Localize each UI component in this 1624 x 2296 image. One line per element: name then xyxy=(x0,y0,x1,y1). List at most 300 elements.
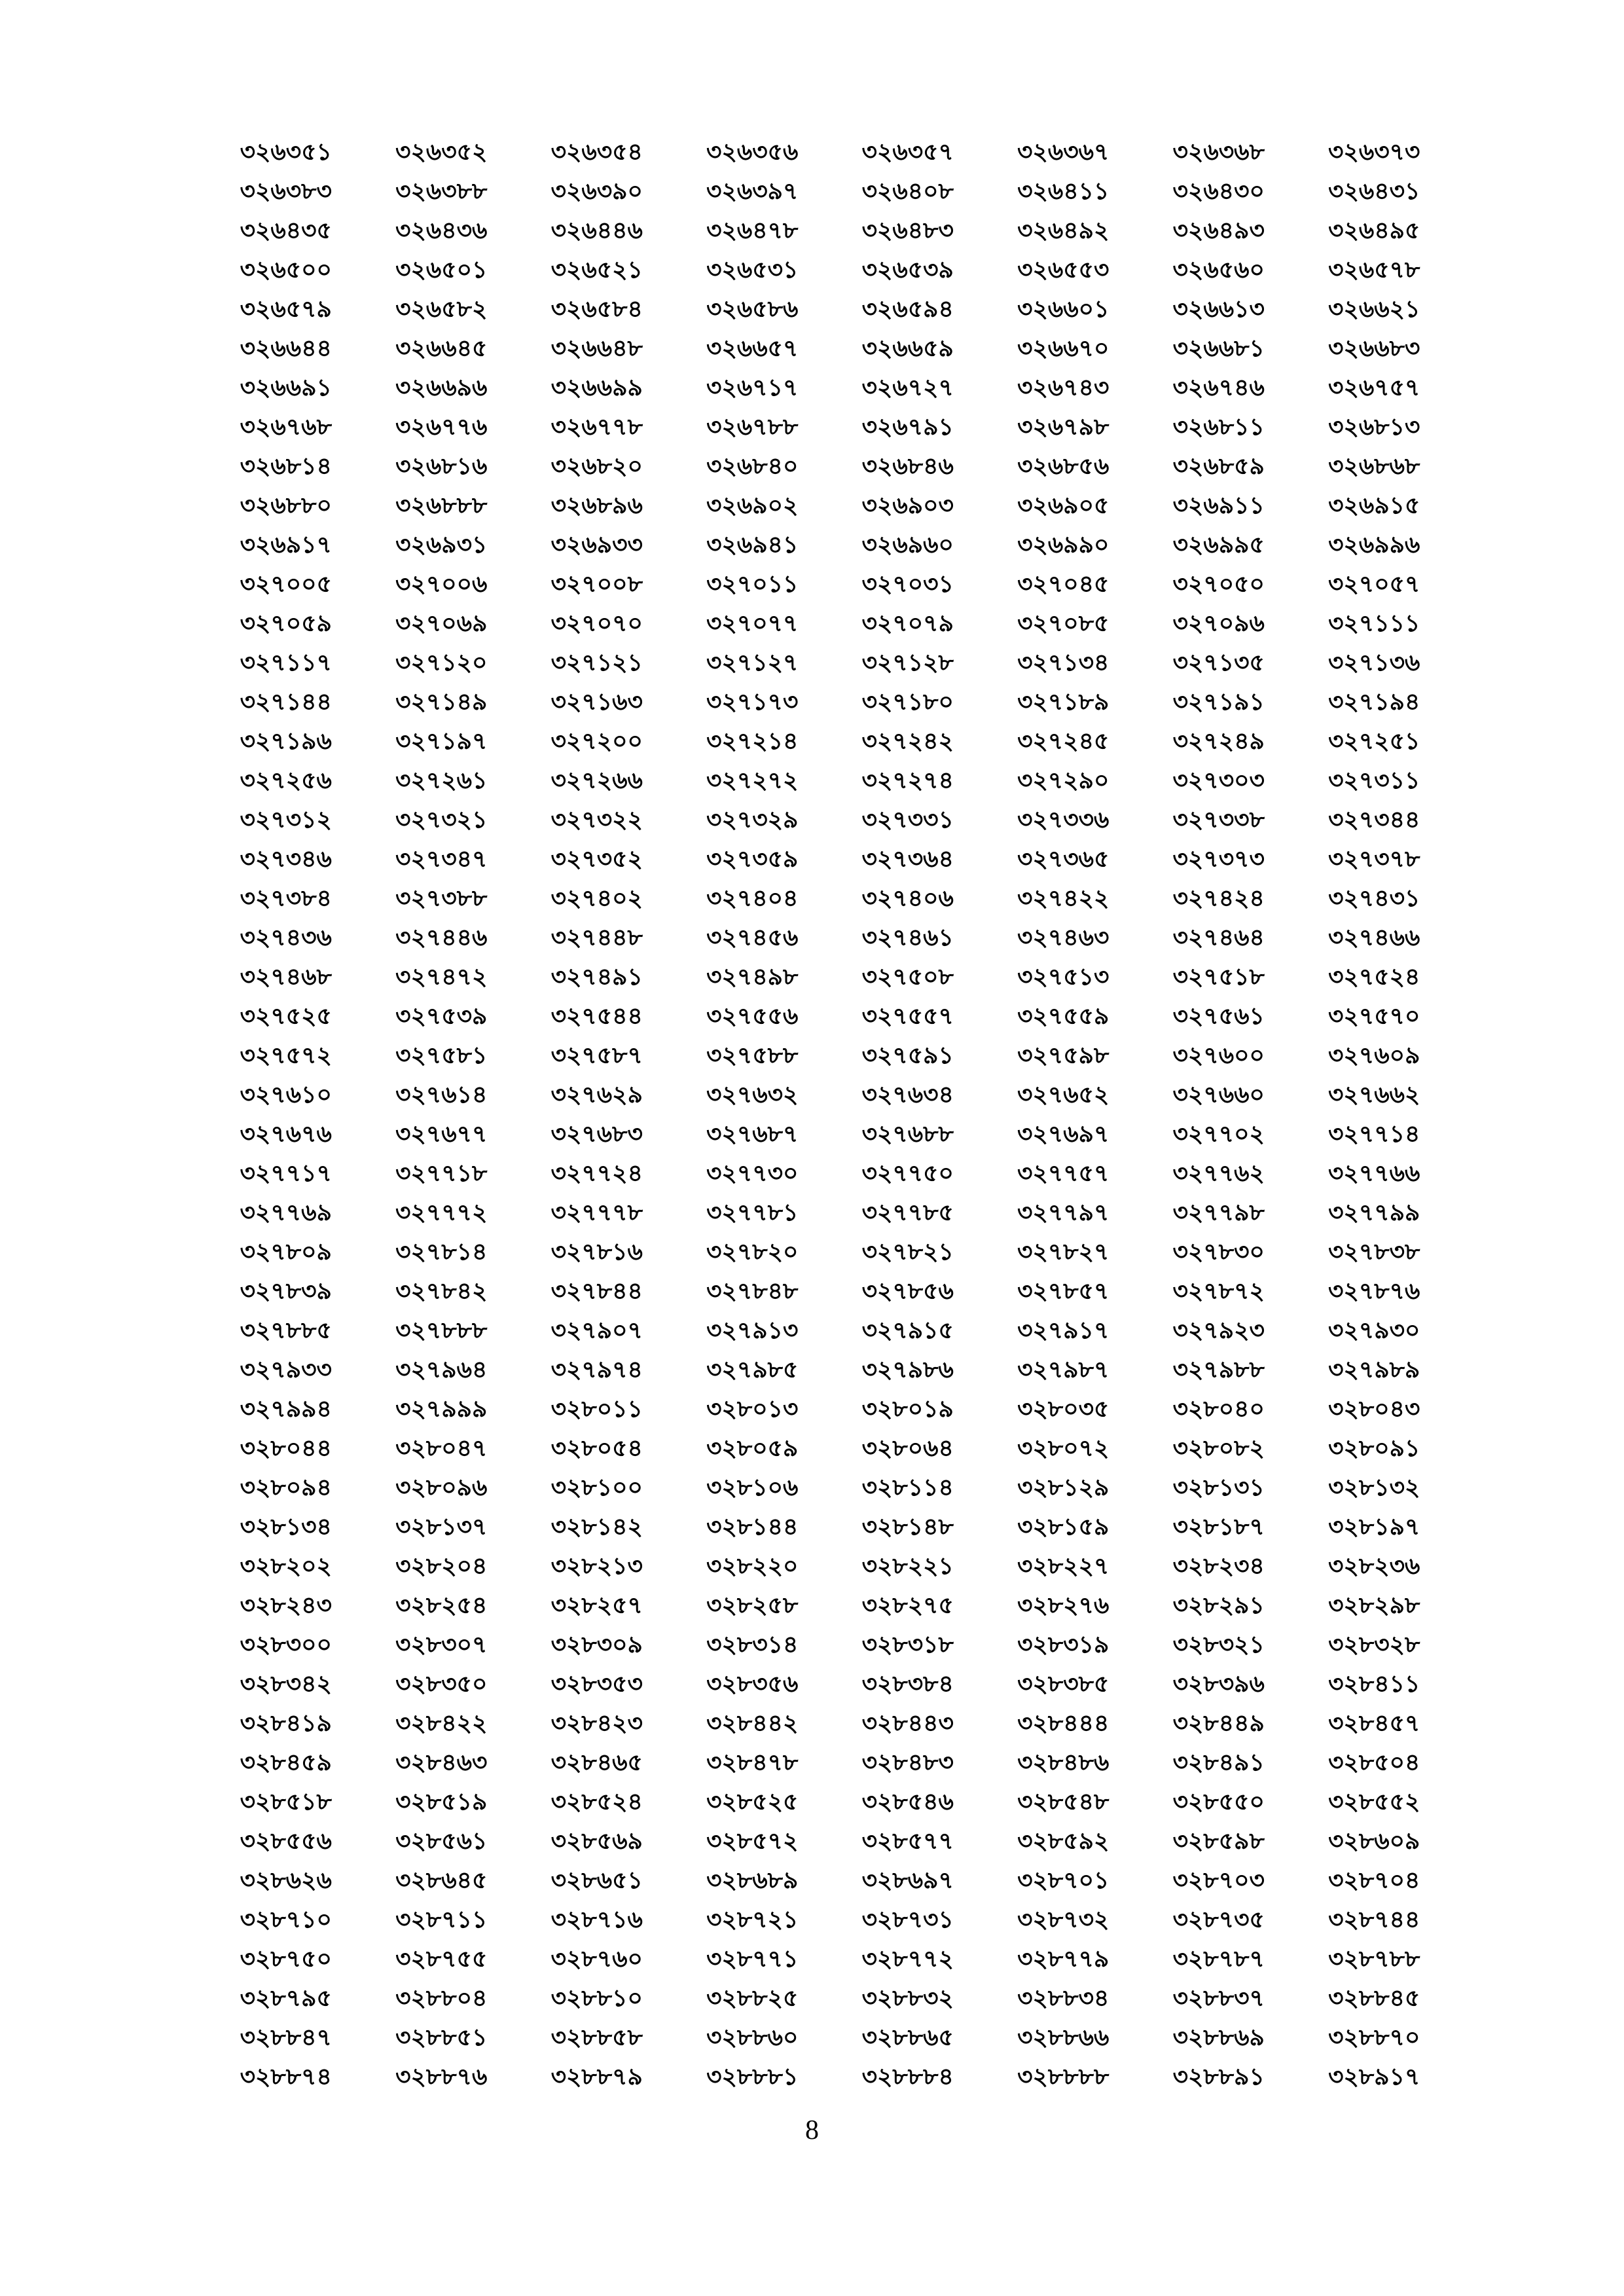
roll-number-cell: ৩২৭৪৯১ xyxy=(550,964,643,991)
roll-number-cell: ৩২৭৬৩২ xyxy=(706,1082,799,1108)
table-row xyxy=(208,1273,1452,1313)
roll-number-cell: ৩২৭৩৪৭ xyxy=(395,846,488,873)
roll-number-cell: ৩২৮৮৭০ xyxy=(1328,2024,1420,2051)
roll-number-cell: ৩২৬৩৯৭ xyxy=(706,178,799,205)
roll-number-cell: ৩২৮১১৪ xyxy=(861,1474,954,1501)
roll-number-cell: ৩২৭০৭০ xyxy=(550,610,643,637)
roll-number-cell: ৩২৬৬৯১ xyxy=(240,374,332,401)
table-row xyxy=(208,606,1452,645)
roll-number-cell: ৩২৮৬৪৫ xyxy=(395,1867,488,1894)
roll-number-cell: ৩২৮৮৬৯ xyxy=(1172,2024,1265,2051)
roll-number-cell: ৩২৮৭৯৫ xyxy=(240,1985,332,2012)
roll-number-cell: ৩২৭৯৩৩ xyxy=(240,1357,332,1383)
table-row xyxy=(208,959,1452,998)
roll-number-cell: ৩২৭৮৫৭ xyxy=(1017,1278,1110,1305)
roll-number-cell: ৩২৮৮৯১ xyxy=(1172,2064,1265,2090)
table-row xyxy=(208,1509,1452,1548)
roll-number-cell: ৩২৭১৩৬ xyxy=(1328,649,1420,676)
roll-number-cell: ৩২৮৮৮৪ xyxy=(861,2064,954,2090)
roll-number-cell: ৩২৮৫১৯ xyxy=(395,1789,488,1815)
table-row xyxy=(208,1666,1452,1705)
roll-number-cell: ৩২৮৭০৩ xyxy=(1172,1867,1265,1894)
roll-number-cell: ৩২৭৮৩৯ xyxy=(240,1278,332,1305)
roll-number-cell: ৩২৭৯৮৬ xyxy=(861,1357,954,1383)
roll-number-cell: ৩২৮১৪২ xyxy=(550,1514,643,1540)
roll-number-cell: ৩২৭২৯০ xyxy=(1017,767,1110,794)
roll-number-cell: ৩২৬৯৯৫ xyxy=(1172,532,1265,558)
roll-number-cell: ৩২৭৭১৮ xyxy=(395,1160,488,1187)
roll-number-cell: ৩২৮০৮২ xyxy=(1172,1435,1265,1462)
roll-number-cell: ৩২৮১০৬ xyxy=(706,1474,799,1501)
roll-number-cell: ৩২৭৯১৭ xyxy=(1017,1317,1110,1344)
roll-number-cell: ৩২৭৪৬৬ xyxy=(1328,924,1420,951)
roll-number-cell: ৩২৮১০০ xyxy=(550,1474,643,1501)
roll-number-cell: ৩২৬৯০২ xyxy=(706,492,799,519)
roll-number-cell: ৩২৭০৭৭ xyxy=(706,610,799,637)
roll-number-cell: ৩২৮৫৫০ xyxy=(1172,1789,1265,1815)
roll-number-cell: ৩২৬৬৫৭ xyxy=(706,335,799,362)
roll-number-cell: ৩২৭৯৮৭ xyxy=(1017,1357,1110,1383)
roll-number-cell: ৩২৮৪৮৩ xyxy=(861,1749,954,1776)
roll-number-cell: ৩২৭২১৪ xyxy=(706,728,799,755)
roll-number-cell: ৩২৮৫০৪ xyxy=(1328,1749,1420,1776)
roll-number-cell: ৩২৬৪৪৬ xyxy=(550,217,643,244)
roll-number-cell: ৩২৭৬১০ xyxy=(240,1082,332,1108)
roll-number-cell: ৩২৬৫৫৩ xyxy=(1017,257,1110,283)
roll-number-cell: ৩২৮০৯৬ xyxy=(395,1474,488,1501)
roll-number-cell: ৩২৮৩৫৬ xyxy=(706,1671,799,1698)
roll-number-cell: ৩২৭৩২১ xyxy=(395,807,488,833)
roll-number-cell: ৩২৮৭১৬ xyxy=(550,1906,643,1933)
table-row xyxy=(208,1745,1452,1784)
roll-number-cell: ৩২৮৪৫৭ xyxy=(1328,1710,1420,1737)
roll-number-cell: ৩২৭১৬৩ xyxy=(550,689,643,716)
roll-number-cell: ৩২৭৬৩৪ xyxy=(861,1082,954,1108)
table-row xyxy=(208,252,1452,291)
roll-number-cell: ৩২৮১৩২ xyxy=(1328,1474,1420,1501)
roll-number-cell: ৩২৬৫৭৮ xyxy=(1328,257,1420,283)
roll-number-cell: ৩২৬৩৬৭ xyxy=(1017,139,1110,166)
roll-number-cell: ৩২৭১৩৪ xyxy=(1017,649,1110,676)
table-row xyxy=(208,1156,1452,1195)
roll-number-cell: ৩২৮৭৮৭ xyxy=(1172,1946,1265,1973)
roll-number-cell: ৩২৮২৫৮ xyxy=(706,1592,799,1619)
roll-number-cell: ৩২৬৪৩৫ xyxy=(240,217,332,244)
roll-number-cell: ৩২৮১৪৪ xyxy=(706,1514,799,1540)
roll-number-cell: ৩২৭৭৮৫ xyxy=(861,1199,954,1226)
roll-number-cell: ৩২৮০৩৫ xyxy=(1017,1396,1110,1423)
table-row xyxy=(208,1313,1452,1352)
roll-number-cell: ৩২৮৮৮১ xyxy=(706,2064,799,2090)
roll-number-cell: ৩২৮২৩৬ xyxy=(1328,1553,1420,1580)
roll-number-cell: ৩২৮৩২১ xyxy=(1172,1631,1265,1658)
roll-number-cell: ৩২৮৮৬০ xyxy=(706,2024,799,2051)
roll-number-cell: ৩২৮০৫৯ xyxy=(706,1435,799,1462)
roll-number-cell: ৩২৬৩৫৭ xyxy=(861,139,954,166)
roll-number-cell: ৩২৮৭৪৪ xyxy=(1328,1906,1420,1933)
roll-number-cell: ৩২৬৫২১ xyxy=(550,257,643,283)
roll-number-cell: ৩২৭৪৭২ xyxy=(395,964,488,991)
roll-number-cell: ৩২৮৭৫৫ xyxy=(395,1946,488,1973)
roll-number-cell: ৩২৭৮৪৪ xyxy=(550,1278,643,1305)
roll-number-cell: ৩২৮৫৭২ xyxy=(706,1828,799,1855)
roll-number-cell: ৩২৮১৫৯ xyxy=(1017,1514,1110,1540)
roll-number-cell: ৩২৭৯৭৪ xyxy=(550,1357,643,1383)
roll-number-cell: ৩২৬৫৬০ xyxy=(1172,257,1265,283)
roll-number-cell: ৩২৬৩৮৮ xyxy=(395,178,488,205)
roll-number-cell: ৩২৬৭৫৭ xyxy=(1328,374,1420,401)
roll-number-cell: ৩২৭২৪৯ xyxy=(1172,728,1265,755)
table-row xyxy=(208,841,1452,881)
roll-number-cell: ৩২৮০৯১ xyxy=(1328,1435,1420,1462)
table-row xyxy=(208,173,1452,213)
roll-number-cell: ৩২৭০০৮ xyxy=(550,571,643,598)
table-row xyxy=(208,566,1452,606)
roll-number-cell: ৩২৮১৩১ xyxy=(1172,1474,1265,1501)
roll-number-cell: ৩২৭৫২৪ xyxy=(1328,964,1420,991)
roll-number-cell: ৩২৭৭৯৯ xyxy=(1328,1199,1420,1226)
roll-number-cell: ৩২৭৬০৯ xyxy=(1328,1042,1420,1069)
roll-number-cell: ৩২৮৪৮৬ xyxy=(1017,1749,1110,1776)
table-row xyxy=(208,1116,1452,1156)
roll-number-cell: ৩২৬৫৯৪ xyxy=(861,296,954,323)
roll-number-cell: ৩২৭৬৭৬ xyxy=(240,1121,332,1148)
roll-number-cell: ৩২৭৪৬৮ xyxy=(240,964,332,991)
table-row xyxy=(208,1823,1452,1863)
roll-number-cell: ৩২৮৭৩১ xyxy=(861,1906,954,1933)
roll-number-cell: ৩২৮৪২৩ xyxy=(550,1710,643,1737)
table-row xyxy=(208,1902,1452,1941)
roll-number-cell: ৩২৭৮৮৫ xyxy=(240,1317,332,1344)
roll-number-cell: ৩২৮২২০ xyxy=(706,1553,799,1580)
roll-number-cell: ৩২৭৬৮৩ xyxy=(550,1121,643,1148)
roll-number-cell: ৩২৭৫৯৮ xyxy=(1017,1042,1110,1069)
roll-number-cell: ৩২৬৭৬৮ xyxy=(240,414,332,441)
roll-number-cell: ৩২৮৪৫৯ xyxy=(240,1749,332,1776)
roll-number-cell: ৩২৬৯০৩ xyxy=(861,492,954,519)
roll-number-cell: ৩২৭৬৮৮ xyxy=(861,1121,954,1148)
roll-number-cell: ৩২৭৬৮৭ xyxy=(706,1121,799,1148)
roll-number-cell: ৩২৬৫৩৯ xyxy=(861,257,954,283)
roll-number-cell: ৩২৮৮৩৭ xyxy=(1172,1985,1265,2012)
roll-number-cell: ৩২৮৪৪২ xyxy=(706,1710,799,1737)
roll-number-cell: ৩২৬৫৮৪ xyxy=(550,296,643,323)
roll-number-cell: ৩২৭৩৭৩ xyxy=(1172,846,1265,873)
roll-number-cell: ৩২৭৮৭৬ xyxy=(1328,1278,1420,1305)
roll-number-cell: ৩২৭৪৪৮ xyxy=(550,924,643,951)
table-row xyxy=(208,1391,1452,1430)
roll-number-cell: ৩২৬৮৪০ xyxy=(706,453,799,480)
roll-number-cell: ৩২৮৮৫৮ xyxy=(550,2024,643,2051)
roll-number-cell: ৩২৭৯৮৮ xyxy=(1172,1357,1265,1383)
roll-number-cell: ৩২৮৭৩২ xyxy=(1017,1906,1110,1933)
roll-number-cell: ৩২৭০৫৭ xyxy=(1328,571,1420,598)
roll-number-cell: ৩২৭০৩১ xyxy=(861,571,954,598)
roll-number-cell: ৩২৭২৭২ xyxy=(706,767,799,794)
roll-number-cell: ৩২৬৪০৮ xyxy=(861,178,954,205)
roll-number-cell: ৩২৬৬৮১ xyxy=(1172,335,1265,362)
table-row xyxy=(208,1195,1452,1234)
roll-number-cell: ৩২৬৪১১ xyxy=(1017,178,1110,205)
roll-number-cell: ৩২৮৩৮৫ xyxy=(1017,1671,1110,1698)
table-row xyxy=(208,998,1452,1038)
roll-number-cell: ৩২৭৭৫৭ xyxy=(1017,1160,1110,1187)
roll-number-cell: ৩২৮৫৯২ xyxy=(1017,1828,1110,1855)
roll-number-cell: ৩২৬৫৮২ xyxy=(395,296,488,323)
roll-number-cell: ৩২৬৩৬৮ xyxy=(1172,139,1265,166)
roll-number-cell: ৩২৬৫৩১ xyxy=(706,257,799,283)
roll-number-cell: ৩২৮২৯১ xyxy=(1172,1592,1265,1619)
roll-number-cell: ৩২৮৩৪২ xyxy=(240,1671,332,1698)
roll-number-cell: ৩২৬৮১৪ xyxy=(240,453,332,480)
roll-number-cell: ৩২৭৪৬১ xyxy=(861,924,954,951)
roll-number-cell: ৩২৭৫০৮ xyxy=(861,964,954,991)
roll-number-cell: ৩২৭৪২২ xyxy=(1017,885,1110,912)
table-row xyxy=(208,1470,1452,1509)
roll-number-cell: ৩২৬৭৯৮ xyxy=(1017,414,1110,441)
roll-number-cell: ৩২৬৮৪৬ xyxy=(861,453,954,480)
roll-number-cell: ৩২৮৬০৯ xyxy=(1328,1828,1420,1855)
roll-number-cell: ৩২৮১৩৪ xyxy=(240,1514,332,1540)
roll-number-cell: ৩২৮০৪৩ xyxy=(1328,1396,1420,1423)
roll-number-cell: ৩২৬৯১৭ xyxy=(240,532,332,558)
roll-number-cell: ৩২৭১১১ xyxy=(1328,610,1420,637)
roll-number-cell: ৩২৮৭১১ xyxy=(395,1906,488,1933)
roll-number-cell: ৩২৭২৭৪ xyxy=(861,767,954,794)
roll-number-cell: ৩২৬৩৫৬ xyxy=(706,139,799,166)
roll-number-cell: ৩২৮৫৬৯ xyxy=(550,1828,643,1855)
roll-number-cell: ৩২৭০৭৯ xyxy=(861,610,954,637)
roll-number-cell: ৩২৭১৯৬ xyxy=(240,728,332,755)
roll-number-cell: ৩২৮২৯৮ xyxy=(1328,1592,1420,1619)
roll-number-cell: ৩২৭৫৭০ xyxy=(1328,1003,1420,1030)
roll-number-cell: ৩২৮৩৫০ xyxy=(395,1671,488,1698)
roll-number-cell: ৩২৮৭৬০ xyxy=(550,1946,643,1973)
table-row xyxy=(208,2020,1452,2059)
roll-number-cell: ৩২৮২২৭ xyxy=(1017,1553,1110,1580)
table-row xyxy=(208,331,1452,370)
roll-number-cell: ৩২৬৭৪৩ xyxy=(1017,374,1110,401)
roll-number-cell: ৩২৮৭৮৮ xyxy=(1328,1946,1420,1973)
roll-number-cell: ৩২৬৪৯৩ xyxy=(1172,217,1265,244)
roll-number-cell: ৩২৮৮৩২ xyxy=(861,1985,954,2012)
roll-number-cell: ৩২৭৪৪৬ xyxy=(395,924,488,951)
table-row xyxy=(208,1430,1452,1470)
roll-number-cell: ৩২৭১৮০ xyxy=(861,689,954,716)
roll-number-cell: ৩২৭৮৩৮ xyxy=(1328,1239,1420,1266)
roll-number-cell: ৩২৬৭২৭ xyxy=(861,374,954,401)
roll-number-cell: ৩২৮০১৩ xyxy=(706,1396,799,1423)
table-row xyxy=(208,134,1452,173)
roll-number-cell: ৩২৬৮৬৮ xyxy=(1328,453,1420,480)
roll-number-cell: ৩২৭১২১ xyxy=(550,649,643,676)
roll-number-cell: ৩২৮৪৪৪ xyxy=(1017,1710,1110,1737)
roll-number-cell: ৩২৮০৯৪ xyxy=(240,1474,332,1501)
roll-number-cell: ৩২৮৪২২ xyxy=(395,1710,488,1737)
roll-number-cell: ৩২৭৫১৮ xyxy=(1172,964,1265,991)
table-row xyxy=(208,1627,1452,1666)
roll-number-cell: ৩২৬৫৮৬ xyxy=(706,296,799,323)
table-row xyxy=(208,723,1452,763)
roll-number-cell: ৩২৬৩৮৩ xyxy=(240,178,332,205)
table-row xyxy=(208,1941,1452,1980)
roll-number-cell: ৩২৭৭২৪ xyxy=(550,1160,643,1187)
roll-number-cell: ৩২৭৩৪৪ xyxy=(1328,807,1420,833)
roll-number-cell: ৩২৮৫২৫ xyxy=(706,1789,799,1815)
roll-number-cell: ৩২৮৪৭৮ xyxy=(706,1749,799,1776)
roll-number-cell: ৩২৭৮২০ xyxy=(706,1239,799,1266)
roll-number-cell: ৩২৬৬৪৮ xyxy=(550,335,643,362)
roll-number-cell: ৩২৬৮১৩ xyxy=(1328,414,1420,441)
roll-number-cell: ৩২৮৩০৯ xyxy=(550,1631,643,1658)
roll-number-cell: ৩২৭৮২১ xyxy=(861,1239,954,1266)
roll-number-cell: ৩২৬৮১১ xyxy=(1172,414,1265,441)
roll-number-cell: ৩২৭৩৩১ xyxy=(861,807,954,833)
roll-number-cell: ৩২৮২৭৬ xyxy=(1017,1592,1110,1619)
roll-number-cell: ৩২৬৬৪৪ xyxy=(240,335,332,362)
roll-number-cell: ৩২৬৬৭০ xyxy=(1017,335,1110,362)
roll-number-cell: ৩২৮৭০১ xyxy=(1017,1867,1110,1894)
roll-number-cell: ৩২৬৪৯৫ xyxy=(1328,217,1420,244)
roll-number-cell: ৩২৮৪১১ xyxy=(1328,1671,1420,1698)
table-row xyxy=(208,802,1452,841)
roll-number-cell: ৩২৬৪৮৩ xyxy=(861,217,954,244)
roll-number-cell: ৩২৭৬৬২ xyxy=(1328,1082,1420,1108)
roll-number-cell: ৩২৬৫৭৯ xyxy=(240,296,332,323)
roll-number-cell: ৩২৭৩৩৮ xyxy=(1172,807,1265,833)
roll-number-cell: ৩২৭৫৩৯ xyxy=(395,1003,488,1030)
roll-number-cell: ৩২৮৭৭১ xyxy=(706,1946,799,1973)
roll-number-cell: ৩২৭৭৬২ xyxy=(1172,1160,1265,1187)
roll-number-cell: ৩২৭৩৬৪ xyxy=(861,846,954,873)
table-row xyxy=(208,291,1452,331)
roll-number-cell: ৩২৭৬৫২ xyxy=(1017,1082,1110,1108)
roll-number-cell: ৩২৭৩১১ xyxy=(1328,767,1420,794)
roll-number-cell: ৩২৭১২০ xyxy=(395,649,488,676)
roll-number-cell: ৩২৭৩৭৮ xyxy=(1328,846,1420,873)
roll-number-cell: ৩২৭৫৫৯ xyxy=(1017,1003,1110,1030)
table-row xyxy=(208,645,1452,684)
roll-number-cell: ৩২৬৮১৬ xyxy=(395,453,488,480)
roll-number-cell: ৩২৭৫৫৬ xyxy=(706,1003,799,1030)
roll-number-cell: ৩২৭০১১ xyxy=(706,571,799,598)
table-row xyxy=(208,488,1452,527)
roll-number-cell: ৩২৭০০৫ xyxy=(240,571,332,598)
roll-number-cell: ৩২৮৫৪৮ xyxy=(1017,1789,1110,1815)
roll-number-cell: ৩২৬৪৭৮ xyxy=(706,217,799,244)
roll-number-cell: ৩২৭৭১৪ xyxy=(1328,1121,1420,1148)
roll-number-cell: ৩২৭৫৮৮ xyxy=(706,1042,799,1069)
roll-number-cell: ৩২৭৩৬৫ xyxy=(1017,846,1110,873)
roll-number-cell: ৩২৬৯১১ xyxy=(1172,492,1265,519)
roll-number-cell: ৩২৭৮৭২ xyxy=(1172,1278,1265,1305)
roll-number-cell: ৩২৮০৪০ xyxy=(1172,1396,1265,1423)
roll-number-cell: ৩২৭৭৬৯ xyxy=(240,1199,332,1226)
roll-number-cell: ৩২৭৩৮৪ xyxy=(240,885,332,912)
roll-number-cell: ৩২৬৮২০ xyxy=(550,453,643,480)
roll-number-cell: ৩২৮৮৫১ xyxy=(395,2024,488,2051)
roll-number-cell: ৩২৮০১১ xyxy=(550,1396,643,1423)
roll-number-cell: ৩২৮৮৬৬ xyxy=(1017,2024,1110,2051)
roll-number-cell: ৩২৮০৪৭ xyxy=(395,1435,488,1462)
roll-number-cell: ৩২৮২৩৪ xyxy=(1172,1553,1265,1580)
roll-number-cell: ৩২৭১৭৩ xyxy=(706,689,799,716)
roll-number-cell: ৩২৬৮৯৬ xyxy=(550,492,643,519)
roll-number-cell: ৩২৭১২৭ xyxy=(706,649,799,676)
roll-number-cell: ৩২৮৮০৪ xyxy=(395,1985,488,2012)
roll-number-cell: ৩২৭৪৬৪ xyxy=(1172,924,1265,951)
roll-number-cell: ৩২৭৭৭৮ xyxy=(550,1199,643,1226)
roll-number-cell: ৩২৬৬৮৩ xyxy=(1328,335,1420,362)
roll-number-cell: ৩২৮২০২ xyxy=(240,1553,332,1580)
roll-number-cell: ৩২৮৮৪৭ xyxy=(240,2024,332,2051)
table-row xyxy=(208,409,1452,448)
roll-number-cell: ৩২৮৩২৮ xyxy=(1328,1631,1420,1658)
roll-number-cell: ৩২৮৫৬১ xyxy=(395,1828,488,1855)
roll-number-cell: ৩২৮৮৬৫ xyxy=(861,2024,954,2051)
roll-number-cell: ৩২৭৪৫৬ xyxy=(706,924,799,951)
page-number: 8 xyxy=(805,2115,819,2145)
roll-number-cell: ৩২৭৯২৩ xyxy=(1172,1317,1265,1344)
roll-number-cell: ৩২৮৭৭২ xyxy=(861,1946,954,1973)
roll-number-cell: ৩২৭৯৮৫ xyxy=(706,1357,799,1383)
table-row xyxy=(208,1077,1452,1116)
roll-number-cell: ৩২৭৮৪২ xyxy=(395,1278,488,1305)
roll-number-cell: ৩২৭৭৭২ xyxy=(395,1199,488,1226)
roll-number-cell: ৩২৮০৪৪ xyxy=(240,1435,332,1462)
roll-number-cell: ৩২৭৯১৫ xyxy=(861,1317,954,1344)
roll-number-cell: ৩২৬৭৪৬ xyxy=(1172,374,1265,401)
roll-number-cell: ৩২৭৪০২ xyxy=(550,885,643,912)
roll-number-cell: ৩২৮২২১ xyxy=(861,1553,954,1580)
roll-number-cell: ৩২৭৫৫৭ xyxy=(861,1003,954,1030)
roll-number-cell: ৩২৮৭১০ xyxy=(240,1906,332,1933)
roll-number-cell: ৩২৭৯০৭ xyxy=(550,1317,643,1344)
roll-number-cell: ৩২৮৮৮৮ xyxy=(1017,2064,1110,2090)
roll-number-cell: ৩২৭২৪৫ xyxy=(1017,728,1110,755)
roll-number-cell: ৩২৭৯৯৪ xyxy=(240,1396,332,1423)
roll-number-cell: ৩২৮৩১৯ xyxy=(1017,1631,1110,1658)
roll-number-cell: ৩২৭৭৯৮ xyxy=(1172,1199,1265,1226)
table-row xyxy=(208,213,1452,252)
roll-number-cell: ৩২৮৫২৪ xyxy=(550,1789,643,1815)
roll-number-cell: ৩২৮৬৯৭ xyxy=(861,1867,954,1894)
roll-number-cell: ৩২৭৩৫২ xyxy=(550,846,643,873)
roll-number-cell: ৩২৭৬৯৭ xyxy=(1017,1121,1110,1148)
roll-number-cell: ৩২৬৯৯৬ xyxy=(1328,532,1420,558)
roll-number-cell: ৩২৭৮৩০ xyxy=(1172,1239,1265,1266)
roll-number-cell: ৩২৭১৪৯ xyxy=(395,689,488,716)
roll-number-cell: ৩২৭০৫০ xyxy=(1172,571,1265,598)
roll-number-cell: ৩২৮৭৩৫ xyxy=(1172,1906,1265,1933)
roll-number-cell: ৩২৬৮৮৮ xyxy=(395,492,488,519)
roll-number-cell: ৩২৭৫৬১ xyxy=(1172,1003,1265,1030)
roll-number-cell: ৩২৬৭৭৬ xyxy=(395,414,488,441)
roll-number-cell: ৩২৬৬৯৬ xyxy=(395,374,488,401)
roll-number-cell: ৩২৭৪০৬ xyxy=(861,885,954,912)
table-row xyxy=(208,527,1452,566)
roll-number-cell: ৩২৭৮৫৬ xyxy=(861,1278,954,1305)
roll-number-cell: ৩২৬৫০১ xyxy=(395,257,488,283)
roll-number-cell: ৩২৮০৫৪ xyxy=(550,1435,643,1462)
roll-number-cell: ৩২৮৫৫২ xyxy=(1328,1789,1420,1815)
roll-number-cell: ৩২৭৩২২ xyxy=(550,807,643,833)
roll-number-cell: ৩২৬৮৫৯ xyxy=(1172,453,1265,480)
roll-number-cell: ৩২৭৪৩১ xyxy=(1328,885,1420,912)
roll-number-cell: ৩২৬৯৩১ xyxy=(395,532,488,558)
roll-number-cell: ৩২৬৯৪১ xyxy=(706,532,799,558)
roll-number-cell: ৩২৮৫৯৮ xyxy=(1172,1828,1265,1855)
